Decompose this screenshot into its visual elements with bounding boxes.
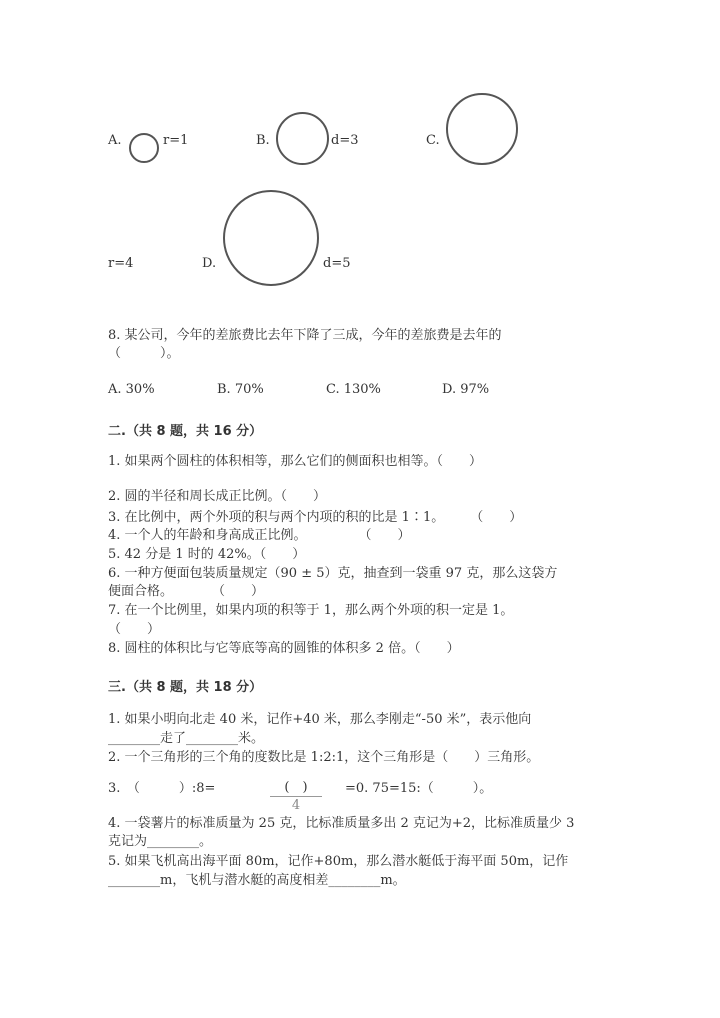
question: 2. 圆的半径和周长成正比例。（ ） [108,489,327,504]
question: 3. 在比例中，两个外项的积与两个内项的积的比是 1∶1。 （ ） [108,510,523,525]
circle-a [129,133,159,163]
question: 4. 一个人的年龄和身高成正比例。 （ ） [108,528,411,543]
q8-text: 8. 某公司，今年的差旅费比去年下降了三成，今年的差旅费是去年的 [108,328,502,343]
q8-option: D. 97% [442,382,490,397]
section-2-title: 二.（共 8 题，共 16 分） [108,424,263,439]
fraction-bar [270,796,322,797]
question: ________m，飞机与潜水艇的高度相差________m。 [108,873,406,888]
question: 6. 一种方便面包装质量规定（90 ± 5）克，抽查到一袋重 97 克，那么这袋方 [108,566,558,581]
question: （ ） [108,622,161,637]
q8-option: B. 70% [217,382,264,397]
circle-c [446,93,518,165]
section-3-title: 三.（共 8 题，共 18 分） [108,680,263,695]
option-d-label: D. [202,256,217,271]
circle-b [276,112,329,165]
q3-fraction [270,776,322,813]
option-c-value: r=4 [108,256,134,271]
question: ________走了________米。 [108,731,265,746]
question: 8. 圆柱的体积比与它等底等高的圆锥的体积多 2 倍。（ ） [108,641,460,656]
q3-left: 3. （ ）:8= [108,781,216,796]
fraction-numerator: ( ) [284,780,308,795]
option-c-label: C. [426,133,440,148]
question: 1. 如果两个圆柱的体积相等，那么它们的侧面积也相等。（ ） [108,454,483,469]
q8-option: C. 130% [326,382,381,397]
question: 5. 42 分是 1 时的 42%。（ ） [108,547,306,562]
question: 5. 如果飞机高出海平面 80m，记作+80m，那么潜水艇低于海平面 50m，记作 [108,854,569,869]
option-b-value: d=3 [331,133,359,148]
question: 便面合格。 （ ） [108,584,265,599]
question: 1. 如果小明向北走 40 米，记作+40 米，那么李刚走“-50 米”，表示他向 [108,712,532,727]
circle-d [223,190,319,286]
question: 4. 一袋薯片的标准质量为 25 克，比标准质量多出 2 克记为+2，比标准质量少 3 [108,816,575,831]
option-b-label: B. [256,133,270,148]
option-a-value: r=1 [163,133,189,148]
question: 7. 在一个比例里，如果内项的积等于 1，那么两个外项的积一定是 1。 [108,603,514,618]
option-a-label: A. [108,133,122,148]
option-d-value: d=5 [323,256,351,271]
q3-right: =0. 75=15:（ ）。 [345,781,493,796]
fraction-denominator: 4 [291,798,301,813]
question: 克记为________。 [108,834,213,849]
question: 2. 一个三角形的三个角的度数比是 1:2:1，这个三角形是（ ）三角形。 [108,750,540,765]
q8-option: A. 30% [108,382,155,397]
q8-blank: （ ）。 [108,346,180,361]
